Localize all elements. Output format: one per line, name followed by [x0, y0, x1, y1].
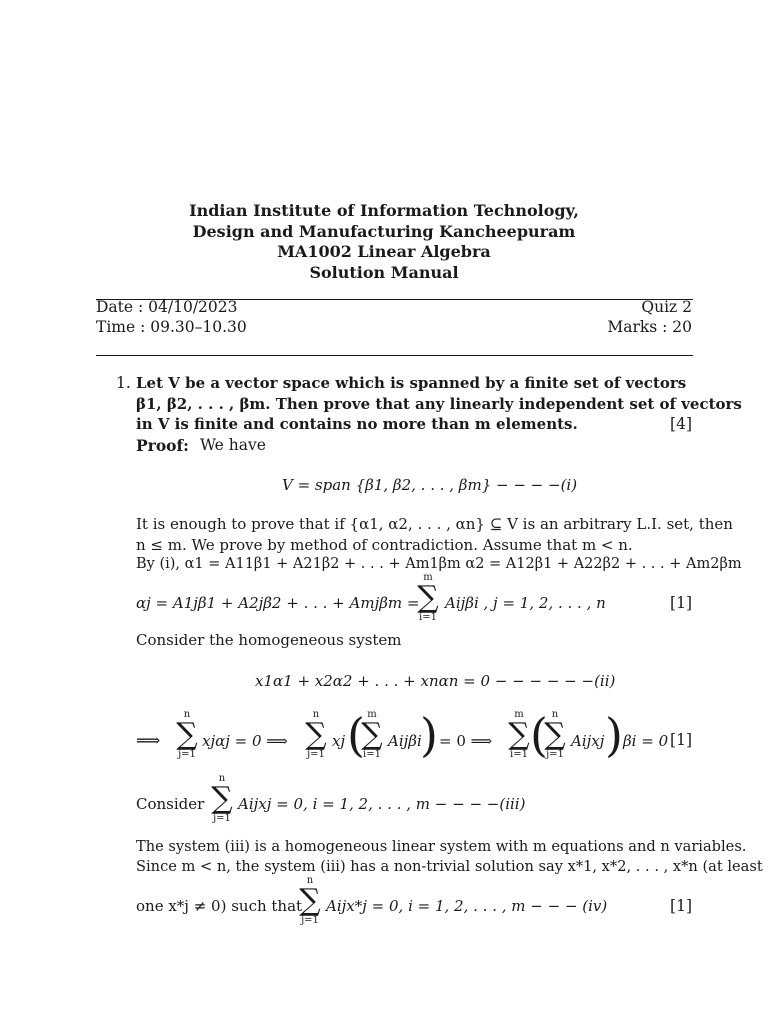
- sum-upper-limit: n: [183, 709, 191, 720]
- mark-1: [1]: [670, 594, 692, 612]
- sum-lower-limit: j=1: [546, 749, 564, 760]
- paragraph-line-2: n ≤ m. We prove by method of contradiction. Assume that m < n.: [136, 536, 633, 554]
- sum-lower-limit: j=1: [301, 915, 319, 926]
- consider-label: Consider: [136, 795, 205, 813]
- paragraph-3-line-2: Since m < n, the system (iii) has a non-trivial solution say x*1, x*2, . . . , x*n (at least: [136, 858, 763, 875]
- question-number: 1.: [116, 374, 131, 392]
- sum-lower-limit: i=1: [363, 749, 381, 760]
- proof-intro: We have: [200, 436, 266, 454]
- proof-label: Proof:: [136, 436, 189, 455]
- equation-homogeneous: x1α1 + x2α2 + . . . + xnαn = 0 − − − − − −(ii): [255, 672, 616, 690]
- sum-aij-betai: Aijβi: [388, 732, 422, 750]
- sum-symbol-4: m ∑ i=1: [357, 710, 387, 760]
- paragraph-3-line-3: one x*j ≠ 0) such that: [136, 897, 303, 915]
- sum-symbol-1: m ∑ i=1: [413, 573, 443, 623]
- sum-xj-alphaj: xjαj = 0 ⟹: [202, 732, 288, 750]
- exam-time: Time : 09.30–10.30: [96, 318, 247, 336]
- sum-upper-limit: m: [514, 709, 524, 720]
- paragraph-line-1: It is enough to prove that if {α1, α2, . . . , αn} ⊆ V is an arbitrary L.I. set, then: [136, 515, 733, 533]
- equation-iv: Aijx*j = 0, i = 1, 2, . . . , m − − − (iv): [326, 897, 608, 915]
- sum-upper-limit: n: [306, 875, 314, 886]
- alpha-j-equation-rhs: Aijβi , j = 1, 2, . . . , n: [445, 594, 606, 612]
- sum-lower-limit: i=1: [510, 749, 528, 760]
- factor-xj: xj: [332, 732, 346, 750]
- document-title: Solution Manual: [309, 263, 459, 282]
- sum-lower-limit: j=1: [213, 813, 231, 824]
- quiz-label: Quiz 2: [641, 298, 692, 316]
- question-line-1: Let V be a vector space which is spanned by a finite set of vectors: [136, 374, 687, 392]
- equals-zero-implies: = 0 ⟹: [439, 732, 493, 750]
- left-paren-1: (: [347, 708, 365, 762]
- institute-name-line1: Indian Institute of Information Technology,: [189, 201, 579, 220]
- sum-symbol-3: n ∑ j=1: [301, 710, 331, 760]
- sum-symbol-2: n ∑ j=1: [172, 710, 202, 760]
- sum-lower-limit: j=1: [178, 749, 196, 760]
- paragraph-3-line-1: The system (iii) is a homogeneous linear system with m equations and n variables.: [136, 838, 747, 855]
- mark-3: [1]: [670, 897, 692, 915]
- left-paren-2: (: [530, 708, 548, 762]
- sum-aij-xj: Aijxj: [571, 732, 605, 750]
- right-paren-1: ): [420, 708, 438, 762]
- institute-name-line2: Design and Manufacturing Kancheepuram: [192, 222, 576, 241]
- sum-symbol-8: n ∑ j=1: [295, 876, 325, 926]
- paragraph-line-3: By (i), α1 = A11β1 + A21β2 + . . . + Am1βm α2 = A12β1 + A22β2 + . . . + Am2βm: [136, 556, 742, 572]
- sum-upper-limit: n: [312, 709, 320, 720]
- alpha-j-equation: αj = A1jβ1 + A2jβ2 + . . . + Amjβm =: [136, 594, 420, 612]
- sum-upper-limit: m: [367, 709, 377, 720]
- paragraph-consider: Consider the homogeneous system: [136, 631, 402, 649]
- exam-date: Date : 04/10/2023: [96, 298, 238, 316]
- sum-symbol-6: n ∑ j=1: [540, 710, 570, 760]
- question-line-3: in V is finite and contains no more than m elements.: [136, 415, 578, 433]
- question-marks: [4]: [670, 415, 692, 433]
- sum-symbol-5: m ∑ i=1: [504, 710, 534, 760]
- equation-iii: Aijxj = 0, i = 1, 2, . . . , m − − − −(iii): [238, 795, 526, 813]
- equation-span: V = span {β1, β2, . . . , βm} − − − −(i): [282, 476, 578, 494]
- right-paren-2: ): [605, 708, 623, 762]
- sum-lower-limit: i=1: [419, 612, 437, 623]
- sum-upper-limit: m: [423, 572, 433, 583]
- sum-symbol-7: n ∑ j=1: [207, 774, 237, 824]
- course-title: MA1002 Linear Algebra: [277, 242, 491, 261]
- header-rule-bottom: [96, 355, 693, 356]
- marks-label: Marks : 20: [607, 318, 692, 336]
- question-line-2: β1, β2, . . . , βm. Then prove that any linearly independent set of vectors: [136, 395, 742, 413]
- sum-upper-limit: n: [551, 709, 559, 720]
- betai-equals-zero: βi = 0: [623, 732, 669, 750]
- sum-upper-limit: n: [218, 773, 226, 784]
- implies-arrow-1: ⟹: [136, 731, 161, 751]
- sum-lower-limit: j=1: [307, 749, 325, 760]
- mark-2: [1]: [670, 731, 692, 749]
